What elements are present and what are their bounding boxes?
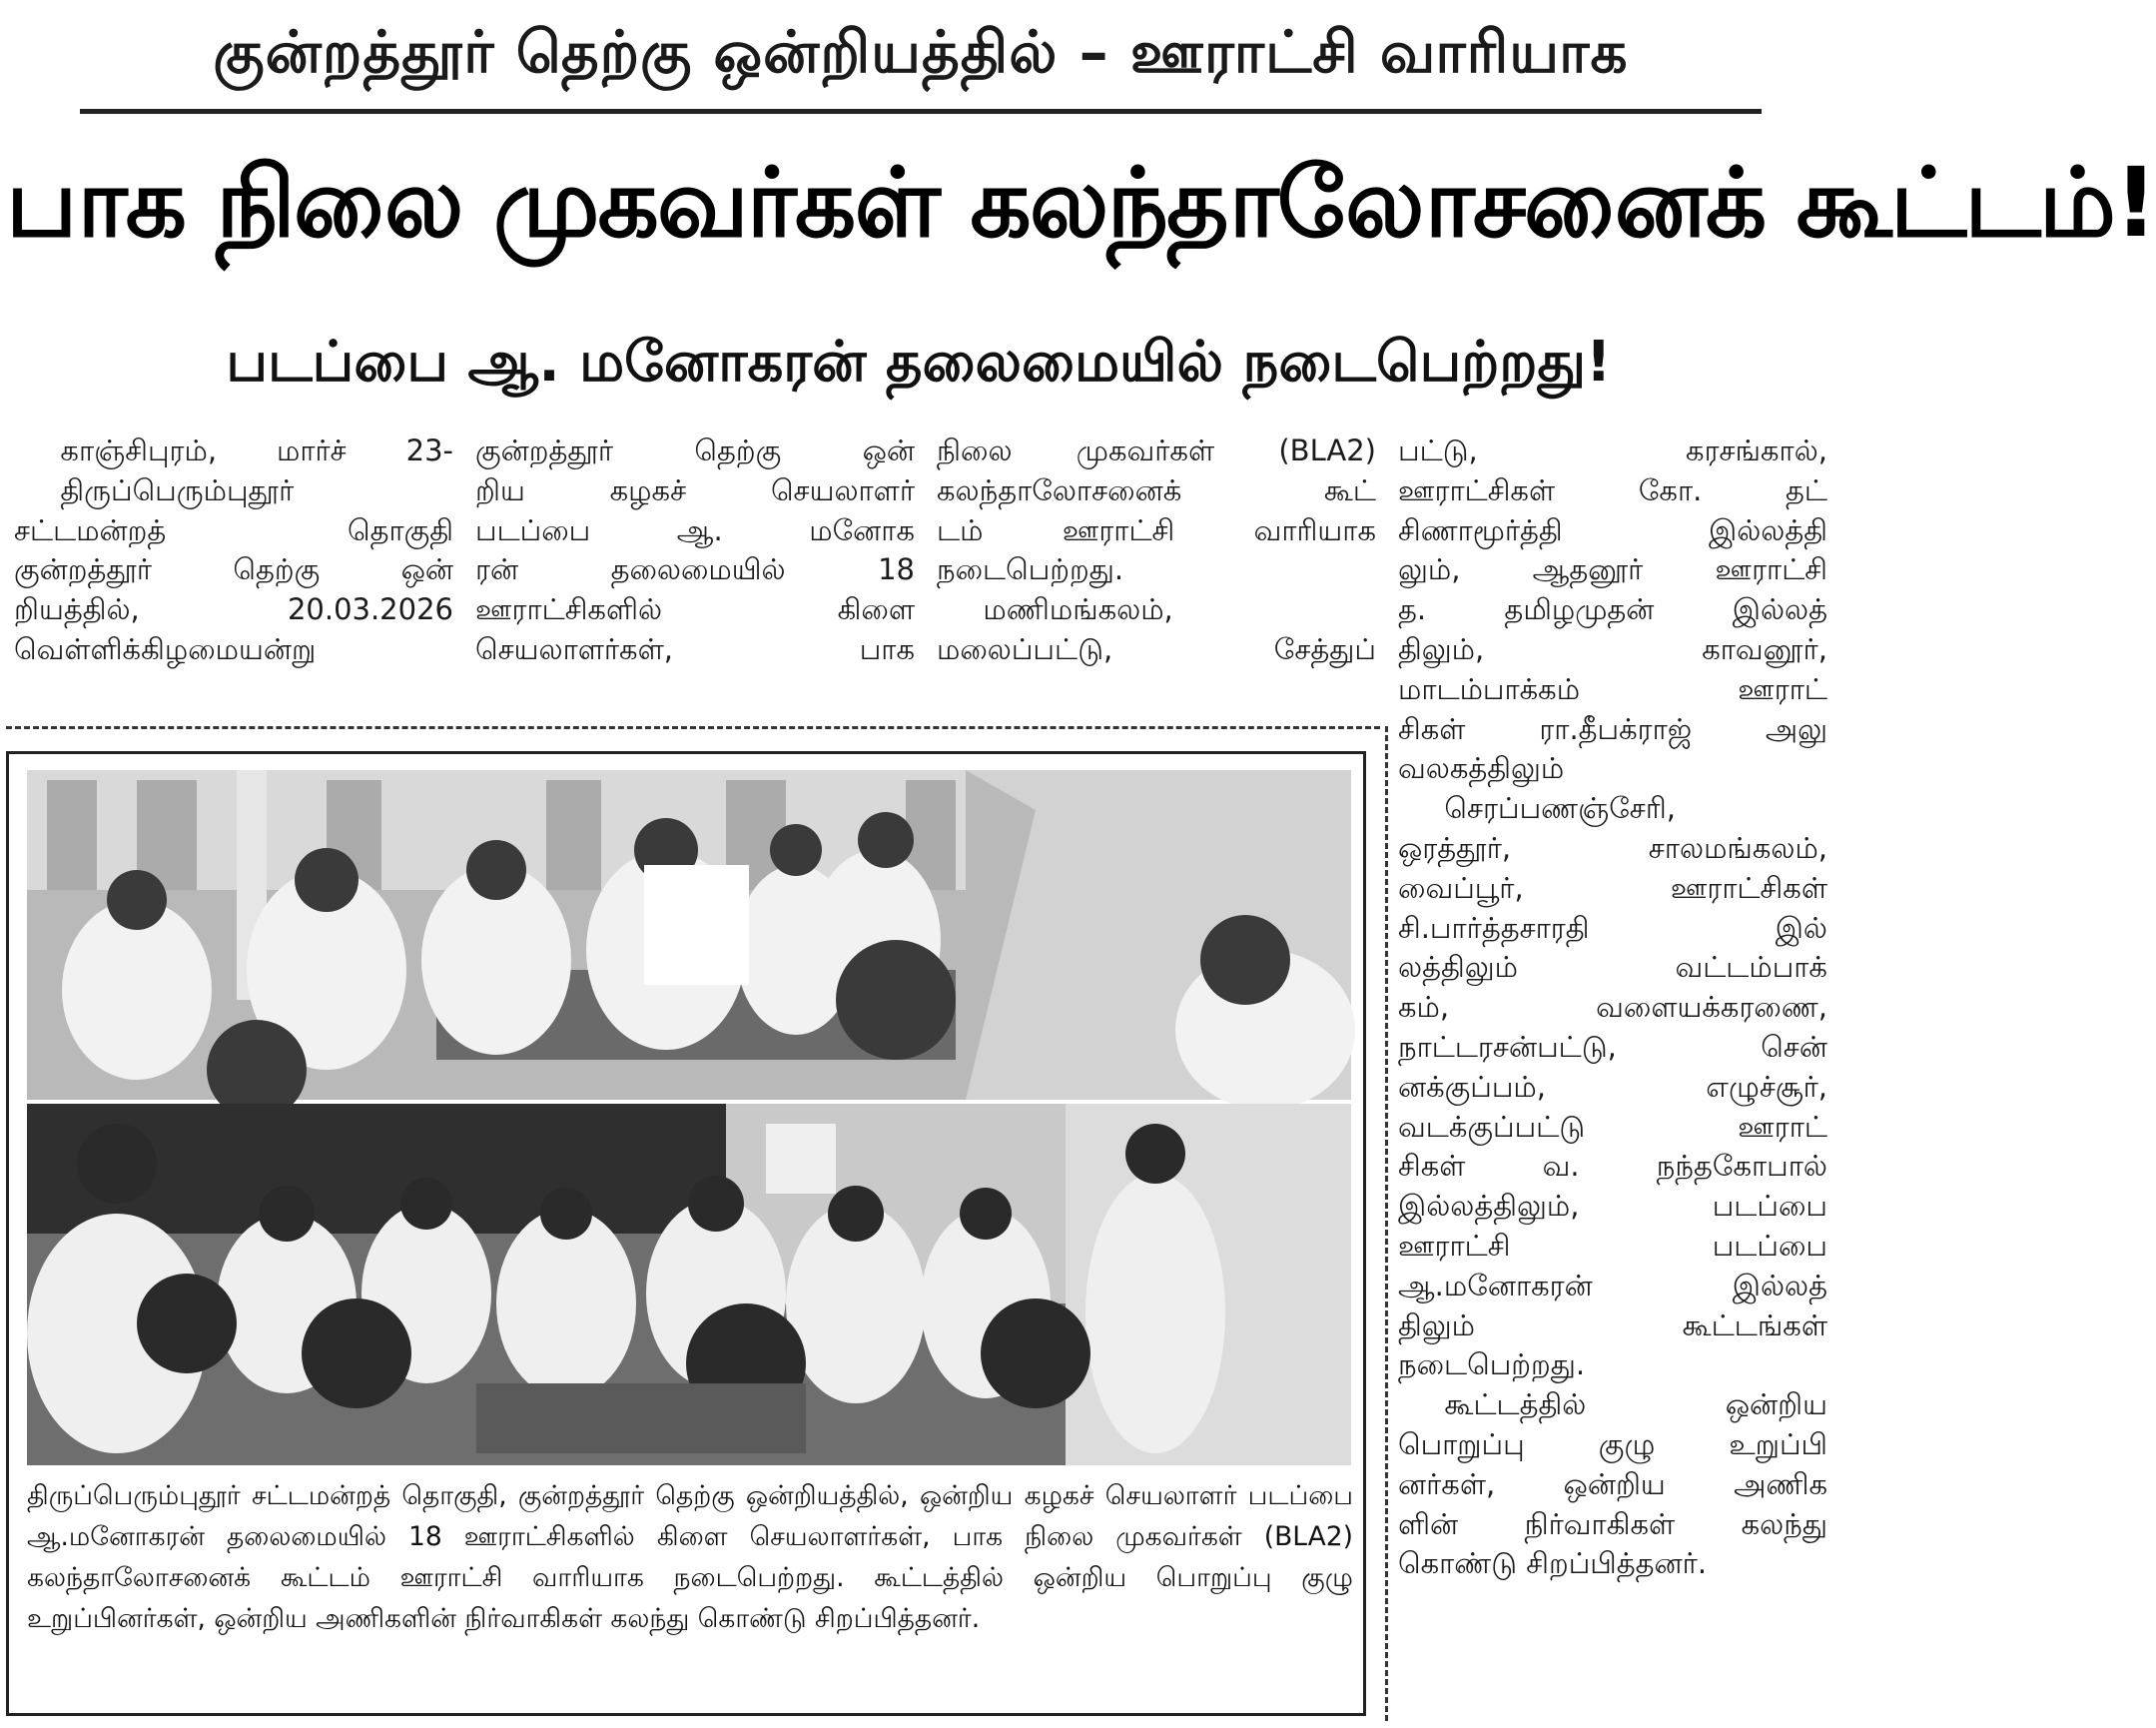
article-column-3	[937, 432, 1376, 670]
article-line: த. தமிழமுதன் இல்லத்	[1398, 592, 1827, 627]
article-line: சட்டமன்றத் தொகுதி	[14, 512, 453, 547]
meeting-photo-bottom-illustration	[27, 1104, 1351, 1465]
article-line: லத்திலும் வட்டம்பாக்	[1398, 950, 1827, 985]
article-line: இல்லத்திலும், படப்பை	[1398, 1189, 1827, 1224]
meeting-photo-bottom	[27, 1104, 1351, 1465]
article-line: ஊராட்சிகளில் கிளை	[475, 592, 915, 627]
article-line: றிய கழகச் செயலாளர்	[475, 472, 915, 507]
article-line: நாட்டரசன்பட்டு, சென்	[1398, 1029, 1827, 1064]
article-line: நிலை முகவர்கள் (BLA2)	[937, 433, 1376, 467]
article-line: னக்குப்பம், எழுச்சூர்,	[1398, 1069, 1827, 1104]
article-line: கம், வளையக்கரணை,	[1398, 990, 1827, 1025]
article-line: திலும் கூட்டங்கள்	[1398, 1307, 1827, 1342]
article-line: படப்பை ஆ. மனோக	[475, 512, 915, 547]
article-line: கூட்டத்தில் ஒன்றிய	[1444, 1387, 1827, 1422]
article-line: சி.பார்த்தசாரதி இல்	[1398, 910, 1827, 945]
article-line: ளின் நிர்வாகிகள் கலந்து	[1398, 1506, 1827, 1541]
article-line: குன்றத்தூர் தெற்கு ஒன்	[14, 552, 453, 587]
dashed-divider-horizontal	[6, 726, 1380, 729]
sub-headline: படப்பை ஆ. மனோகரன் தலைமையில் நடைபெற்றது!	[226, 330, 1612, 395]
article-line: நடைபெற்றது.	[1398, 1347, 1586, 1382]
article-line: திலும், காவனூர்,	[1398, 631, 1827, 666]
article-line: வடக்குப்பட்டு ஊராட்	[1398, 1109, 1827, 1144]
article-line: ஒரத்தூர், சாலமங்கலம்,	[1398, 830, 1827, 865]
article-line: பட்டு, கரசங்கால்,	[1398, 433, 1827, 467]
dashed-divider-vertical	[1385, 726, 1388, 1721]
article-line: டம் ஊராட்சி வாரியாக	[937, 512, 1376, 547]
photo-caption	[27, 1475, 1353, 1639]
article-line: வலகத்திலும்	[1398, 751, 1565, 786]
article-column-4	[1398, 432, 1827, 1584]
article-line: கொண்டு சிறப்பித்தனர்.	[1398, 1546, 1708, 1581]
article-column-2	[475, 432, 915, 670]
article-line: சிகள் வ. நந்தகோபால்	[1398, 1149, 1827, 1184]
article-line: பொறுப்பு குழு உறுப்பி	[1398, 1426, 1827, 1461]
article-column-1	[14, 432, 453, 670]
article-line: மணிமங்கலம்,	[983, 592, 1173, 627]
article-line: னர்கள், ஒன்றிய அணிக	[1398, 1466, 1827, 1501]
article-line: ஆ.மனோகரன் இல்லத்	[1398, 1268, 1827, 1302]
article-line: நடைபெற்றது.	[937, 552, 1124, 587]
article-line: ரன் தலைமையில் 18	[475, 552, 915, 587]
article-line: சிணாமூர்த்தி இல்லத்தி	[1398, 512, 1827, 547]
article-line: செரப்பணஞ்சேரி,	[1444, 791, 1676, 826]
article-line: ஊராட்சிகள் கோ. தட்	[1398, 472, 1827, 507]
article-line: வைப்பூர், ஊராட்சிகள்	[1398, 870, 1827, 905]
article-line: றியத்தில், 20.03.2026	[14, 592, 453, 627]
article-line: சிகள் ரா.தீபக்ராஜ் அலு	[1398, 711, 1827, 746]
article-line: குன்றத்தூர் தெற்கு ஒன்	[475, 433, 915, 467]
meeting-photo-top	[27, 770, 1351, 1100]
article-line: காஞ்சிபுரம், மார்ச் 23-	[60, 433, 453, 467]
kicker-heading: குன்றத்தூர் தெற்கு ஒன்றியத்தில் – ஊராட்சி வாரியாக	[80, 4, 1762, 114]
article-line: கலந்தாலோசனைக் கூட்	[937, 472, 1376, 507]
article-line: மாடம்பாக்கம் ஊராட்	[1398, 671, 1827, 706]
article-line: வெள்ளிக்கிழமையன்று	[14, 631, 317, 666]
article-line: செயலாளர்கள், பாக	[475, 631, 915, 666]
photo-caption-text: திருப்பெரும்புதூர் சட்டமன்றத் தொகுதி, குன்றத்தூர் தெற்கு ஒன்றியத்தில், ஒன்றிய கழகச் செயலாளர் படப்பை ஆ.மனோகரன் தலைமையில் 18 ஊராட்சிகளில் கிளை செயலாளர்கள், பாக நிலை முகவர்கள் (BLA2) கலந்தாலோசனைக் கூட்டம் ஊராட்சி வாரியாக நடைபெற்றது. கூட்டத்தில் ஒன்றிய பொறுப்பு குழு உறுப்பினர்கள், ஒன்றிய அணிகளின் நிர்வாகிகள் கலந்து கொண்டு சிறப்பித்தனர்.	[27, 1480, 1353, 1634]
meeting-photo-top-illustration	[27, 770, 1351, 1100]
main-headline: பாக நிலை முகவர்கள் கலந்தாலோசனைக் கூட்டம்!	[6, 147, 2156, 259]
article-line: மலைப்பட்டு, சேத்துப்	[937, 631, 1376, 666]
article-line: திருப்பெரும்புதூர்	[60, 472, 295, 507]
article-line: லும், ஆதனூர் ஊராட்சி	[1398, 552, 1827, 587]
photo-frame	[6, 751, 1366, 1716]
article-line: ஊராட்சி படப்பை	[1398, 1228, 1827, 1263]
